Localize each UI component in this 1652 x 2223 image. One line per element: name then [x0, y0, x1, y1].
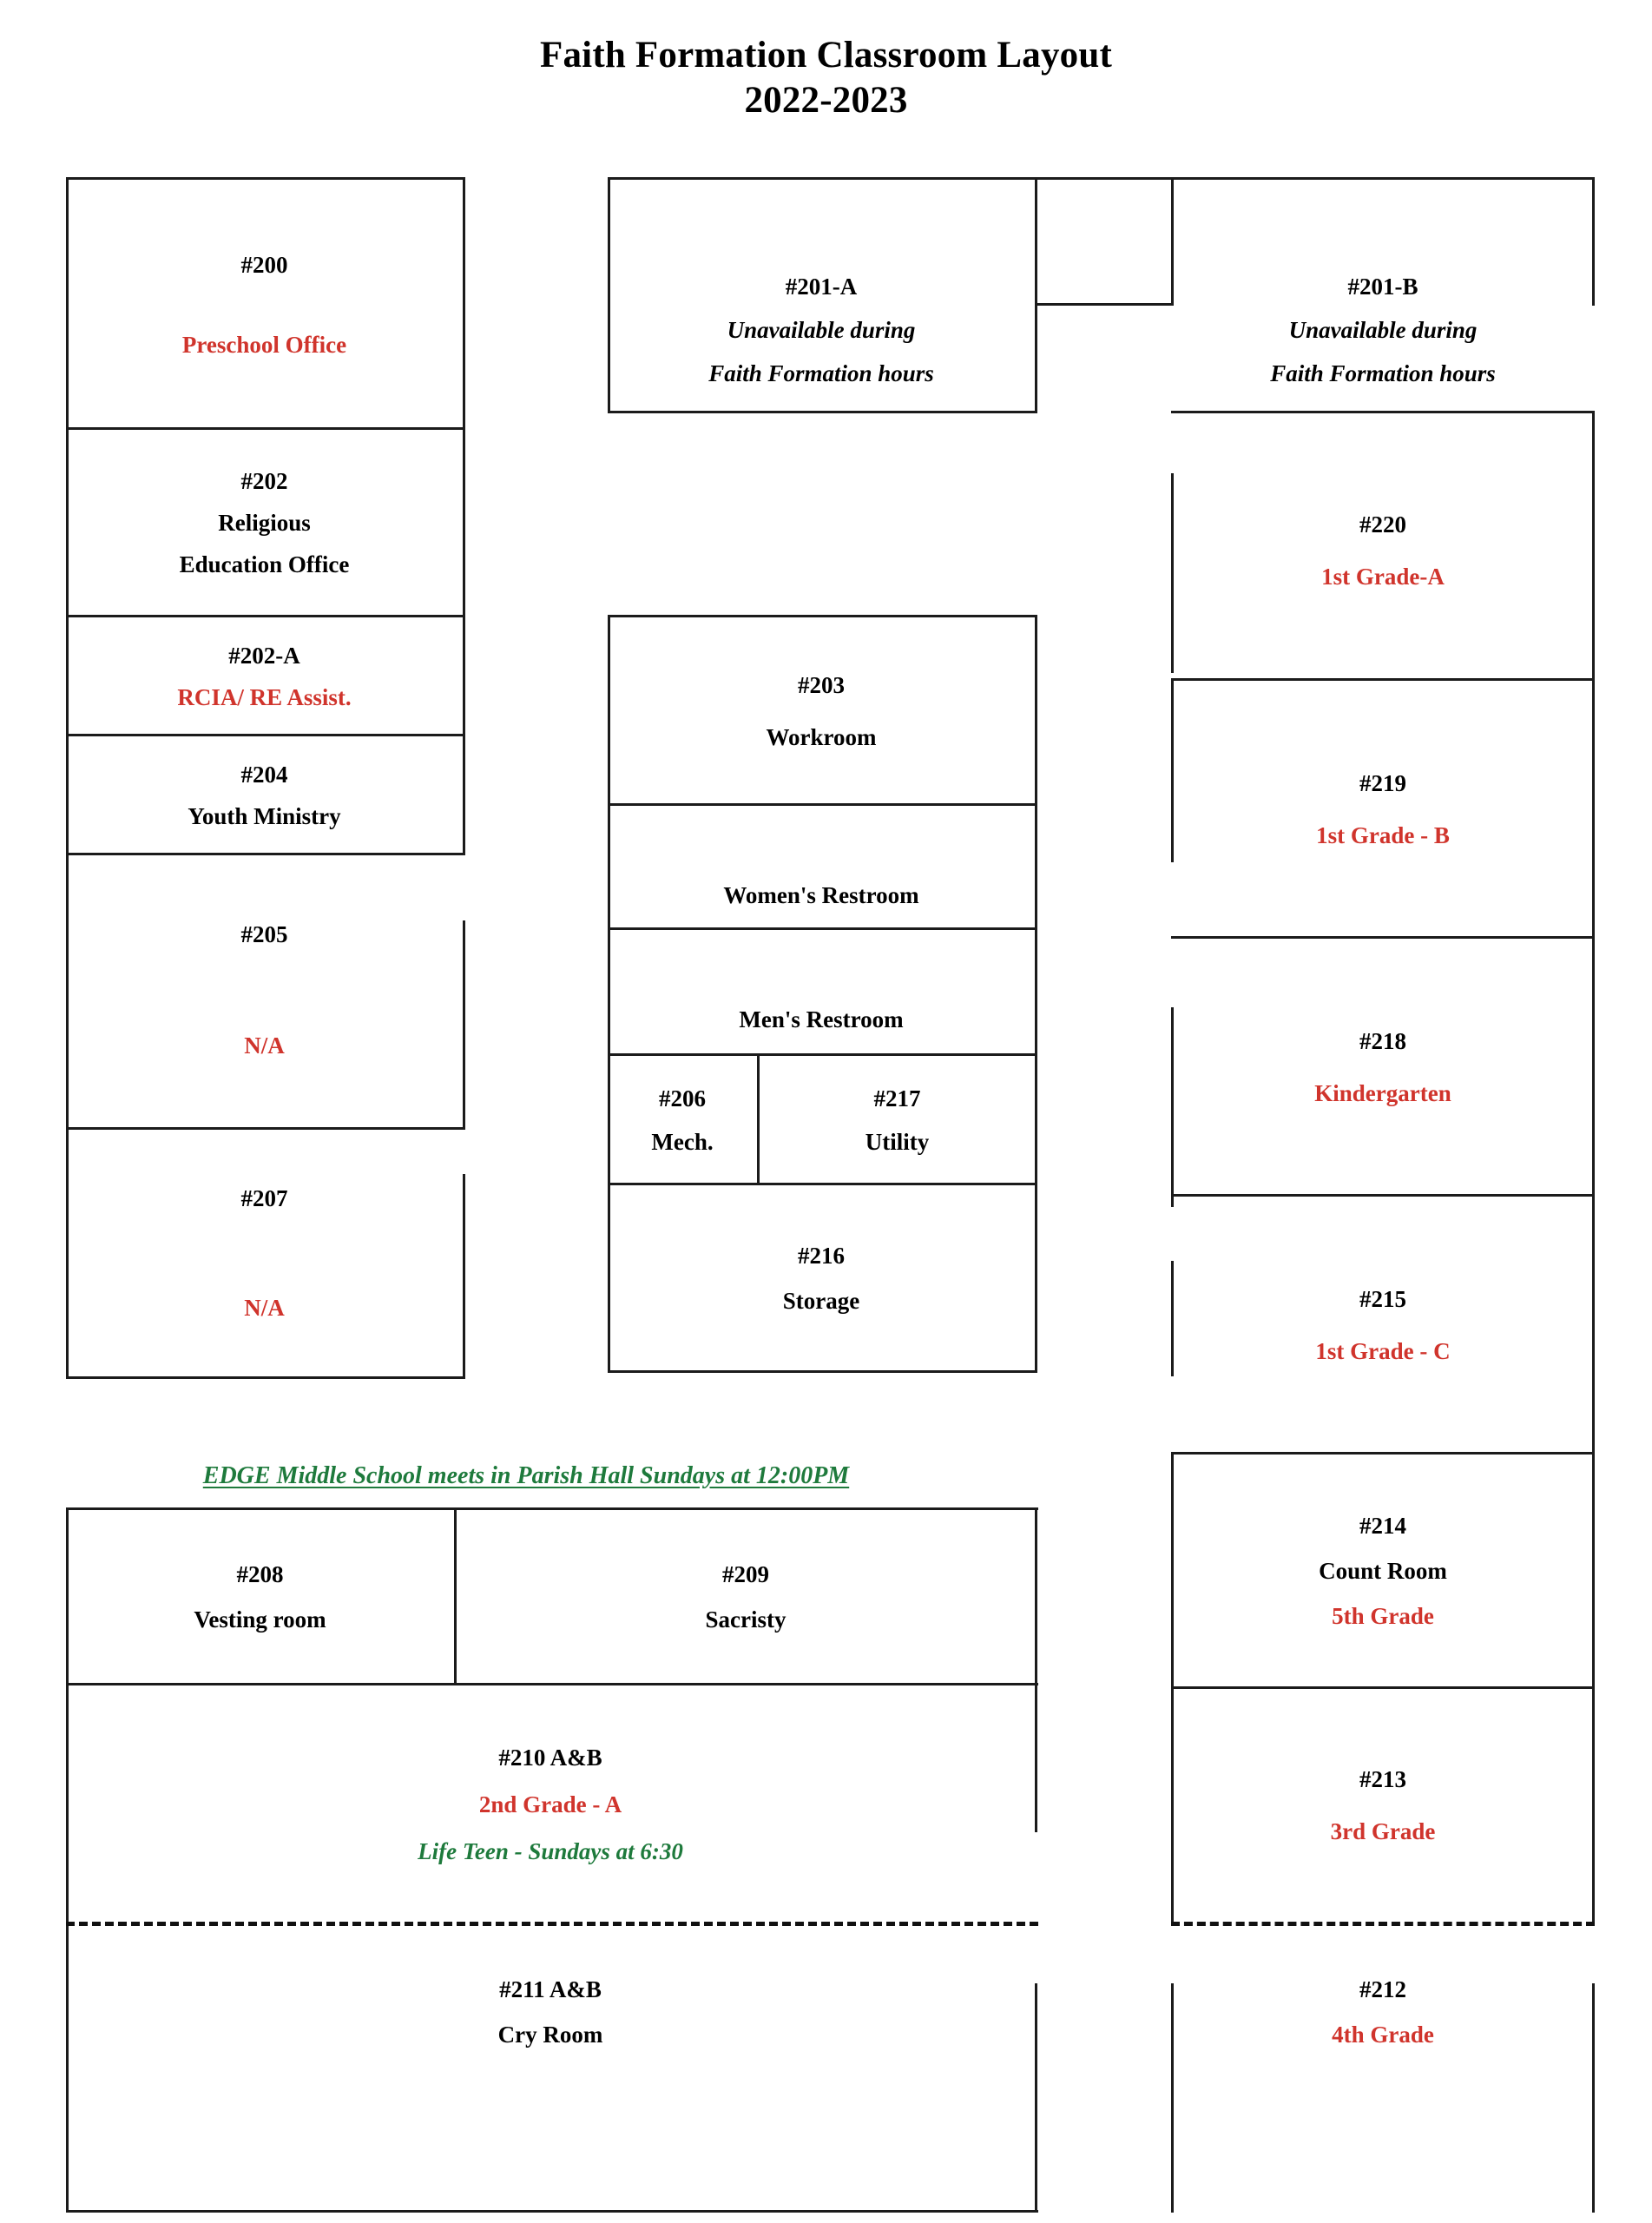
edge-middle-school-note: EDGE Middle School meets in Parish Hall Sundays at 12:00PM — [202, 1462, 850, 1489]
wall-202a-right — [463, 615, 465, 736]
room-202a[interactable] — [66, 622, 463, 731]
wall-204-bottom — [66, 853, 465, 855]
wall-205-right — [463, 920, 465, 1129]
wall-214-bottom — [1171, 1686, 1595, 1689]
room-200[interactable] — [66, 182, 463, 427]
title-line-2: 2022-2023 — [744, 80, 908, 122]
wall-201a-right — [1035, 177, 1037, 413]
room-203[interactable] — [608, 621, 1035, 801]
room-211-number: #211 A&B — [499, 1976, 602, 2002]
room-214[interactable] — [1171, 1457, 1595, 1685]
room-214-label-2: 5th Grade — [1332, 1603, 1434, 1630]
wall-209-bottom — [66, 1683, 1038, 1685]
wall-210-right — [1035, 1683, 1037, 1832]
room-216-label: Storage — [782, 1288, 860, 1314]
wall-mens-right — [1035, 927, 1037, 1056]
room-218-number: #218 — [1359, 1027, 1406, 1054]
wall-218-bottom — [1171, 1194, 1595, 1197]
wall-213-bottom-dashed — [1171, 1922, 1595, 1926]
wall-216-bottom — [608, 1370, 1037, 1373]
room-217-label: Utility — [865, 1129, 930, 1155]
room-206[interactable] — [608, 1059, 757, 1182]
room-215-number: #215 — [1359, 1285, 1406, 1312]
wall-215-bottom — [1171, 1452, 1595, 1455]
room-200-label: Preschool Office — [181, 332, 347, 358]
room-220[interactable] — [1171, 425, 1595, 676]
room-womens-restroom[interactable] — [608, 808, 1035, 926]
wall-217-right — [1035, 1053, 1037, 1185]
room-202-label-1: Religious — [218, 509, 311, 536]
room-210-label: 2nd Grade - A — [478, 1791, 622, 1817]
wall-203-top — [608, 615, 1037, 617]
room-219[interactable] — [1171, 686, 1595, 933]
room-204-label: Youth Ministry — [188, 803, 341, 829]
wall-208-top — [66, 1507, 1038, 1510]
wall-207-right — [463, 1174, 465, 1377]
wall-200-top — [66, 177, 465, 180]
room-201b-label-2: Faith Formation hours — [1270, 360, 1496, 387]
wall-203-bottom — [608, 803, 1037, 806]
room-208-label: Vesting room — [194, 1606, 326, 1633]
room-204-number: #204 — [240, 761, 288, 788]
room-212-number: #212 — [1359, 1976, 1406, 2002]
room-213-label: 3rd Grade — [1330, 1818, 1436, 1844]
room-209-label: Sacristy — [705, 1606, 787, 1633]
room-209[interactable] — [457, 1513, 1035, 1681]
wall-204-right — [463, 734, 465, 855]
room-217[interactable] — [760, 1059, 1035, 1182]
wall-womens-bottom — [608, 927, 1037, 930]
wall-220-bottom — [1171, 678, 1595, 681]
wall-209-right — [1035, 1507, 1037, 1685]
room-201a[interactable] — [608, 234, 1035, 425]
title-line-1: Faith Formation Classroom Layout — [540, 35, 1112, 76]
wall-202-right — [463, 427, 465, 617]
room-209-number: #209 — [722, 1560, 769, 1587]
wall-202-bottom — [66, 615, 465, 617]
room-203-label: Workroom — [766, 724, 877, 750]
room-201a-number: #201-A — [785, 273, 858, 300]
page-title — [0, 33, 1652, 124]
wall-219-bottom — [1171, 936, 1595, 939]
room-219-number: #219 — [1359, 769, 1406, 796]
room-216[interactable] — [608, 1188, 1035, 1369]
room-201a-label-2: Faith Formation hours — [708, 360, 934, 387]
room-208-number: #208 — [236, 1560, 284, 1587]
room-201b-label-1: Unavailable during — [1288, 316, 1478, 343]
room-210-note: Life Teen - Sundays at 6:30 — [418, 1838, 683, 1865]
room-217-number: #217 — [873, 1085, 921, 1112]
wall-211-bottom — [66, 2210, 1038, 2213]
wall-211-right — [1035, 1983, 1037, 2213]
room-211[interactable] — [66, 1929, 1035, 2207]
wall-207-bottom — [66, 1376, 465, 1379]
room-213[interactable] — [1171, 1692, 1595, 1919]
room-202-label-2: Education Office — [179, 551, 350, 578]
room-210[interactable] — [66, 1688, 1035, 1921]
wall-mens-bottom — [608, 1053, 1037, 1056]
room-214-number: #214 — [1359, 1512, 1406, 1539]
room-205-label: N/A — [244, 1032, 285, 1059]
room-207[interactable] — [66, 1133, 463, 1373]
wall-201b-top — [1171, 177, 1595, 180]
room-214-label: Count Room — [1319, 1557, 1447, 1584]
room-219-label: 1st Grade - B — [1316, 822, 1450, 848]
room-206-number: #206 — [659, 1085, 706, 1112]
room-203-number: #203 — [798, 671, 845, 698]
room-208[interactable] — [66, 1513, 454, 1681]
room-205[interactable] — [66, 860, 463, 1120]
room-204[interactable] — [66, 741, 463, 850]
room-205-number: #205 — [240, 920, 288, 947]
room-200-number: #200 — [240, 251, 288, 278]
wall-200-right — [463, 177, 465, 429]
room-202a-label: RCIA/ RE Assist. — [177, 684, 352, 710]
room-202[interactable] — [66, 434, 463, 611]
room-210-number: #210 A&B — [498, 1744, 602, 1771]
wall-217-bottom — [608, 1183, 1037, 1185]
room-207-label: N/A — [244, 1295, 285, 1321]
wall-201-gap-top — [1035, 177, 1174, 180]
room-215[interactable] — [1171, 1201, 1595, 1449]
wall-202a-bottom — [66, 734, 465, 736]
wall-womens-right — [1035, 803, 1037, 930]
wall-203-right — [1035, 615, 1037, 806]
room-201b-number: #201-B — [1347, 273, 1418, 300]
room-213-number: #213 — [1359, 1765, 1406, 1792]
room-220-number: #220 — [1359, 511, 1406, 538]
room-202a-number: #202-A — [228, 642, 300, 669]
room-202-number: #202 — [240, 467, 288, 494]
room-212-label: 4th Grade — [1332, 2022, 1434, 2048]
room-201a-label-1: Unavailable during — [727, 316, 916, 343]
room-211-label: Cry Room — [497, 2022, 603, 2048]
wall-216-right — [1035, 1183, 1037, 1372]
room-216-number: #216 — [798, 1242, 845, 1269]
room-220-label: 1st Grade-A — [1321, 564, 1445, 590]
room-mens-restroom[interactable] — [608, 933, 1035, 1052]
room-201b[interactable] — [1171, 234, 1595, 425]
wall-210-bottom-dashed — [66, 1922, 1038, 1926]
room-215-label: 1st Grade - C — [1315, 1338, 1451, 1364]
room-207-number: #207 — [240, 1184, 288, 1211]
wall-201-gap-bottom — [1035, 303, 1174, 306]
room-218[interactable] — [1171, 943, 1595, 1191]
room-206-label: Mech. — [651, 1129, 714, 1155]
room-218-label: Kindergarten — [1314, 1080, 1451, 1106]
room-212[interactable] — [1171, 1929, 1595, 2207]
wall-201a-top — [608, 177, 1037, 180]
wall-205-bottom — [66, 1127, 465, 1130]
wall-200-bottom — [66, 427, 465, 430]
mens-restroom-label: Men's Restroom — [739, 1006, 904, 1032]
womens-restroom-label: Women's Restroom — [723, 881, 919, 908]
